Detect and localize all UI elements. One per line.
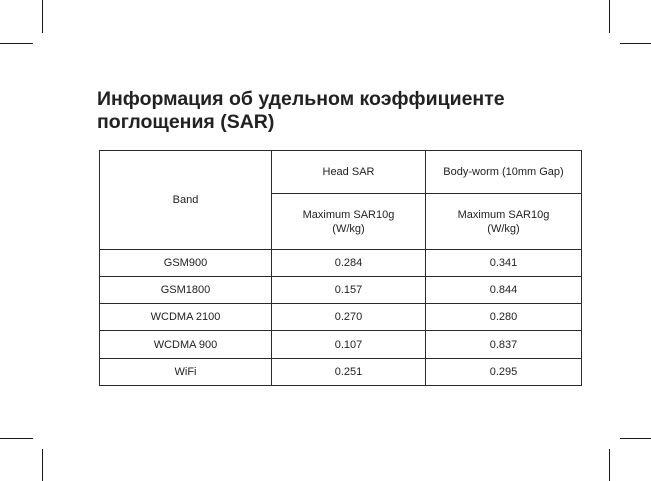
head-sar-cell: 0.157 bbox=[272, 277, 426, 304]
table-row bbox=[100, 277, 582, 304]
head-sar-cell: 0.251 bbox=[272, 358, 426, 385]
body-worn-unit-title: Maximum SAR10g bbox=[457, 208, 550, 221]
body-worn-subheader bbox=[426, 194, 582, 249]
sar-table bbox=[99, 150, 582, 386]
table-row bbox=[100, 249, 582, 276]
head-sar-header: Head SAR bbox=[272, 151, 426, 194]
crop-mark bbox=[609, 449, 610, 481]
body-sar-cell: 0.295 bbox=[426, 358, 582, 385]
crop-mark bbox=[42, 449, 43, 481]
head-sar-unit: (W/kg) bbox=[332, 222, 365, 235]
head-sar-unit-title: Maximum SAR10g bbox=[302, 208, 395, 221]
head-sar-cell: 0.270 bbox=[272, 304, 426, 331]
table-row bbox=[100, 331, 582, 358]
body-sar-cell: 0.844 bbox=[426, 277, 582, 304]
head-sar-cell: 0.107 bbox=[272, 331, 426, 358]
title-line-2: поглощения (SAR) bbox=[97, 111, 275, 133]
band-cell: WCDMA 2100 bbox=[100, 304, 272, 331]
table-header-row bbox=[100, 151, 582, 194]
band-cell: GSM1800 bbox=[100, 277, 272, 304]
table-row bbox=[100, 358, 582, 385]
body-sar-cell: 0.341 bbox=[426, 249, 582, 276]
crop-mark bbox=[0, 438, 33, 439]
band-cell: WCDMA 900 bbox=[100, 331, 272, 358]
crop-mark bbox=[42, 0, 43, 33]
body-worn-unit: (W/kg) bbox=[487, 222, 520, 235]
page-title bbox=[97, 88, 577, 134]
body-sar-cell: 0.280 bbox=[426, 304, 582, 331]
body-worn-header: Body-worm (10mm Gap) bbox=[426, 151, 582, 194]
band-cell: GSM900 bbox=[100, 249, 272, 276]
crop-mark bbox=[620, 43, 651, 44]
crop-mark bbox=[620, 438, 651, 439]
title-line-1: Информация об удельном коэффициенте bbox=[97, 88, 505, 110]
crop-mark bbox=[0, 43, 33, 44]
crop-mark bbox=[609, 0, 610, 33]
band-header: Band bbox=[100, 151, 272, 250]
head-sar-subheader bbox=[272, 194, 426, 249]
table-row bbox=[100, 304, 582, 331]
head-sar-cell: 0.284 bbox=[272, 249, 426, 276]
body-sar-cell: 0.837 bbox=[426, 331, 582, 358]
band-cell: WiFi bbox=[100, 358, 272, 385]
